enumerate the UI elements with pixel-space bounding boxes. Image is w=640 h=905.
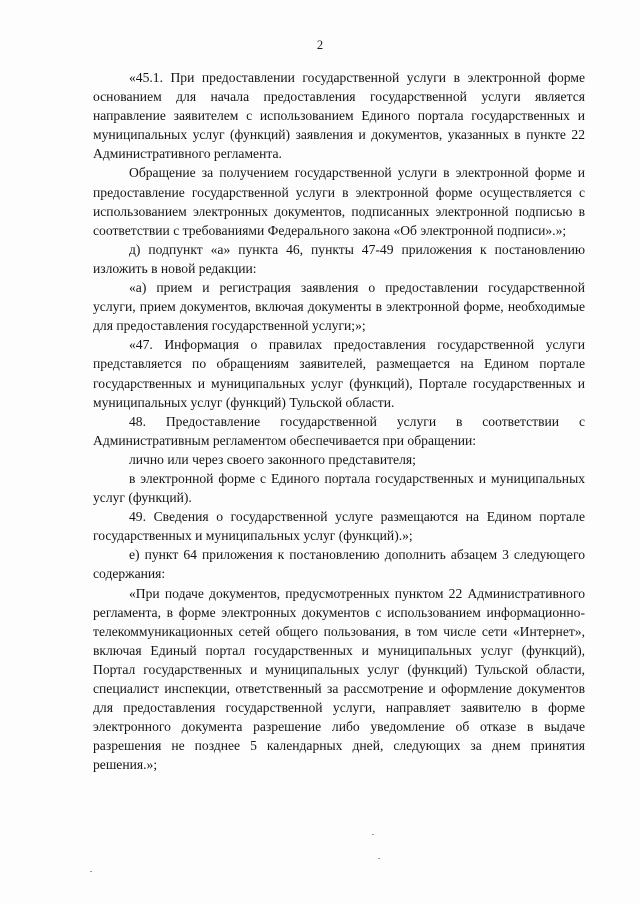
paragraph-electronic-request: Обращение за получением государственной услуги в электронной форме и предоставление государственной услуги в электронной форме осуществляется с использованием электронных документов, подписанных электронной подписью в соответствии с требованиями Федерального закона «Об электронной подписи».»; [93, 165, 585, 238]
paragraph-in-person: лично или через своего законного представителя; [129, 451, 416, 467]
scan-speck [378, 858, 380, 859]
paragraph-45-1: «45.1. При предоставлении государственной услуги в электронной форме основанием для начала предоставления государственной услуги является направление заявителем с использованием Единого портала государственных и муниципальных услуг (функций) заявления и документов, указанных в пункте 22 Административного регламента. [93, 70, 585, 162]
document-body [93, 68, 585, 774]
paragraph-submission: «При подаче документов, предусмотренных пунктом 22 Административного регламента, в форме электронных документов с использованием информационно-телекоммуникационных сетей общего пользования, в том числе сети «Интернет», включая Единый портал государственных и муниципальных услуг (функций), Портал государственных и муниципальных услуг (функций) Тульской области, специалист инспекции, ответственный за рассмотрение и оформление документов для предоставления государственной услуги, направляет заявителю в форме электронного документа разрешение либо уведомление об отказе в выдаче разрешения не позднее 5 календарных дней, следующих за днем принятия решения.»; [93, 585, 585, 773]
paragraph-47: «47. Информация о правилах предоставления государственной услуги представляется по обращениям заявителей, размещается на Едином портале государственных и муниципальных услуг (функций), Портале государственных и муниципальных услуг (функций) Тульской области. [93, 337, 585, 410]
paragraph-subitem-d: д) подпункт «а» пункта 46, пункты 47-49 приложения к постановлению изложить в новой редакции: [93, 241, 585, 276]
scan-speck [372, 834, 374, 835]
paragraph-subitem-e: е) пункт 64 приложения к постановлению дополнить абзацем 3 следующего содержания: [93, 547, 585, 582]
scan-speck [90, 871, 92, 872]
page-number: 2 [316, 38, 324, 52]
paragraph-48: 48. Предоставление государственной услуги в соответствии с Административным регламентом обеспечивается при обращении: [93, 413, 585, 448]
paragraph-49: 49. Сведения о государственной услуге размещаются на Едином портале государственных и муниципальных услуг (функций).»; [93, 509, 585, 544]
paragraph-electronic-form: в электронной форме с Единого портала государственных и муниципальных услуг (функций). [93, 470, 585, 506]
paragraph-subitem-a: «а) прием и регистрация заявления о предоставлении государственной услуги, прием документов, включая документы в электронной форме, необходимые для предоставления государственной услуги;»; [93, 280, 585, 334]
